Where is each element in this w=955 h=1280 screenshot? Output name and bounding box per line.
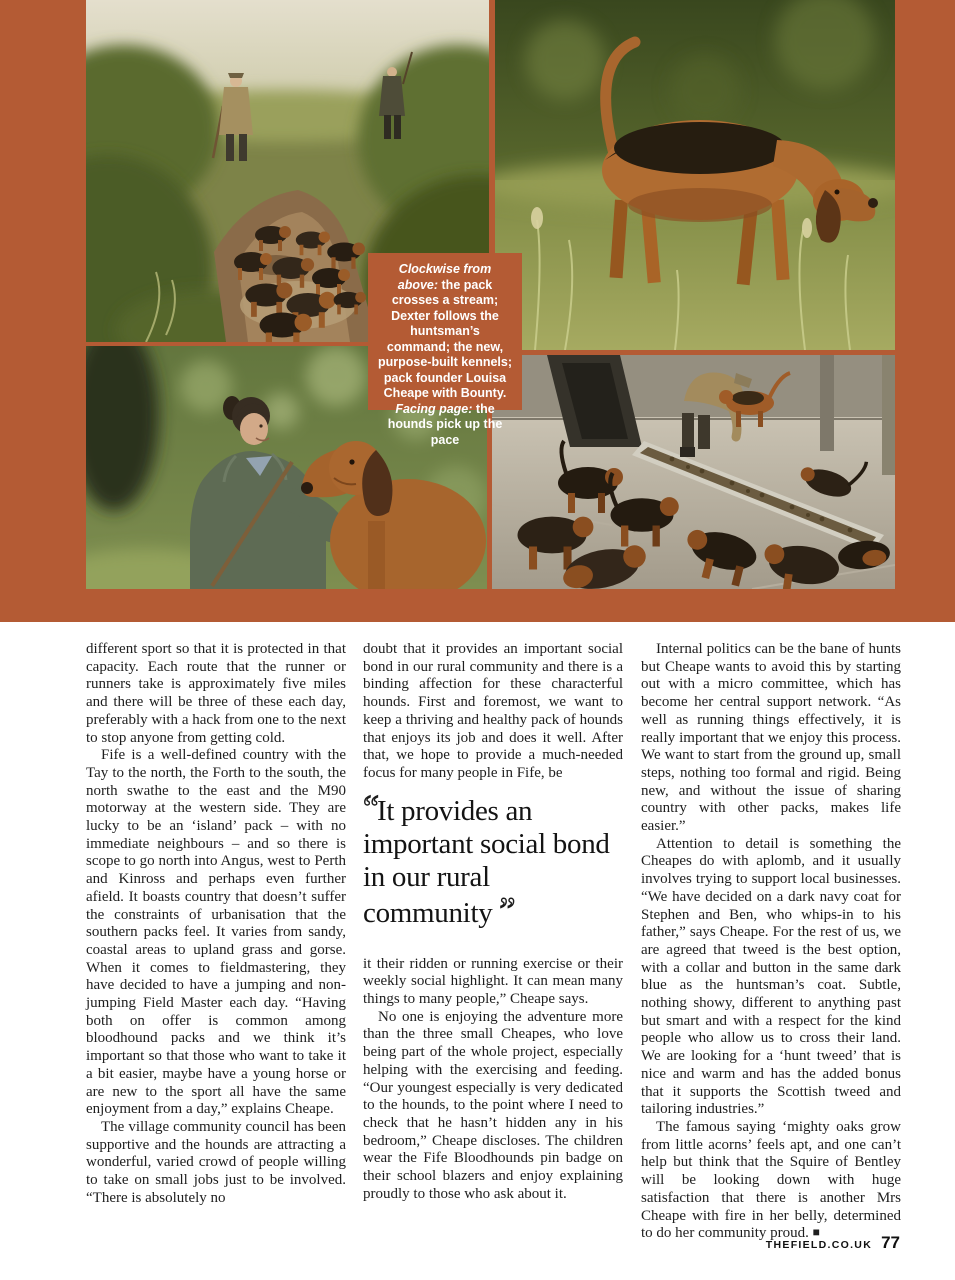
caption-lead-italic: Clockwise from above: — [397, 262, 492, 292]
website-url: THEFIELD.CO.UK — [765, 1239, 873, 1251]
paragraph: doubt that it provides an important social bond in our rural community and there is a binding affection for these characterful hounds. First and foremost, we want to keep a thriving and healthy pack of hounds that enjoys its job and does it well. After that, we hope to provide a much-needed focus for many people in Fife, be — [363, 641, 623, 781]
page-footer — [766, 1233, 900, 1253]
paragraph: Internal politics can be the bane of hunts but Cheape wants to avoid this by starting out with a micro committee, which has become her central support network. “As well as running things effectively, it is really important that we enjoy this process. We want to start from the ground up, small steps, nothing too formal and rigid. Being new, and without the issue of sharing country with other packs, makes life easier.” — [641, 641, 901, 835]
photo-kennels-feeding — [492, 355, 895, 589]
article-end-mark: ■ — [812, 1225, 820, 1240]
page-number: 77 — [881, 1233, 900, 1252]
article-column-1 — [86, 641, 346, 1208]
paragraph: it their ridden or running exercise or their weekly social highlight. It can mean many things to many people,” Cheape says. — [363, 955, 623, 1008]
pull-quote — [363, 787, 623, 930]
paragraph: Fife is a well-defined country with the Tay to the north, the Forth to the south, the north swathe to the east and the M90 motorway at the western side. They are lucky to be an ‘island’ pack – with no immediate neighbours – and so there is scope to go north into Angus, west to Perth and Kinross and perhaps even further afield. It boasts country that doesn’t suffer the constraints of urbanisation that the southern packs feel. It varies from sandy, coastal areas to upland grass and gorse. When it comes to fieldmastering, they have decided to have a jumping and non-jumping Field Master each day. “Having both on offer is common among bloodhound packs and we think it’s important so that those who want to take it a bit easier, maybe have a young horse or are new to the sport all have the same enjoyment from a day,” explains Cheape. — [86, 747, 346, 1118]
caption-body: the pack crosses a stream; Dexter follows the huntsman’s command; the new, purpose-built kennels; pack founder Louisa Cheape with Bounty. — [377, 277, 513, 400]
paragraph: The famous saying ‘mighty oaks grow from little acorns’ feels apt, and one can’t help but think that the Squire of Bentley will be looking down with huge satisfaction that there is another Mrs Cheape with fire in her belly, determined to do her community proud. ■ — [641, 1118, 901, 1242]
paragraph: Attention to detail is something the Cheapes do with aplomb, and it usually involves trying to support local businesses. “We have decided on a dark navy coat for Stephen and Ben, who whips-in to his father,” says Cheape. For the rest of us, we are agreed that tweed is the best option, with a collar and button in the same dark blue as the huntsman’s coat. Subtle, nothing showy, different to anything past but smart and with a respect for the kind people who allow us to cross their land. We are looking for a ‘hunt tweed’ that is nice and warm and has the added bonus that it supports the Scottish tweed and tailoring industries.” — [641, 835, 901, 1118]
photo-caption — [368, 253, 522, 447]
article-column-3 — [641, 641, 901, 1243]
paragraph: different sport so that it is protected in that capacity. Each route that the runner or runners take is approximately five miles and there will be three of these each day, preferably with a hack from one to the next to stop anyone from getting cold. — [86, 641, 346, 746]
open-quote-icon: “ — [363, 787, 377, 828]
photo-dexter-hound — [495, 0, 895, 350]
caption-facing-italic: Facing page: — [395, 401, 476, 416]
paragraph: No one is enjoying the adventure more than the three small Cheapes, who love being part of the whole project, especially helping with the exercising and feeding. “Our youngest especially is very dedicated to the hounds, to the point where I need to check that he hasn’t hidden any in his bedroom,” Cheape discloses. The children wear the Fife Bloodhounds pin badge on their school blazers and enjoy explaining proudly to those who ask about it. — [363, 1008, 623, 1202]
photo-collage — [0, 0, 955, 622]
caption-tail: the hounds pick up the pace — [387, 401, 503, 447]
article-column-2 — [363, 641, 623, 1203]
pull-quote-text: It provides an important social bond in our rural community — [363, 794, 610, 929]
close-quote-icon: ” — [499, 889, 514, 930]
paragraph: The village community council has been supportive and the hounds are attracting a wonderful, varied crowd of people willing to take on small jobs just to be involved. “There is absolutely no — [86, 1118, 346, 1206]
